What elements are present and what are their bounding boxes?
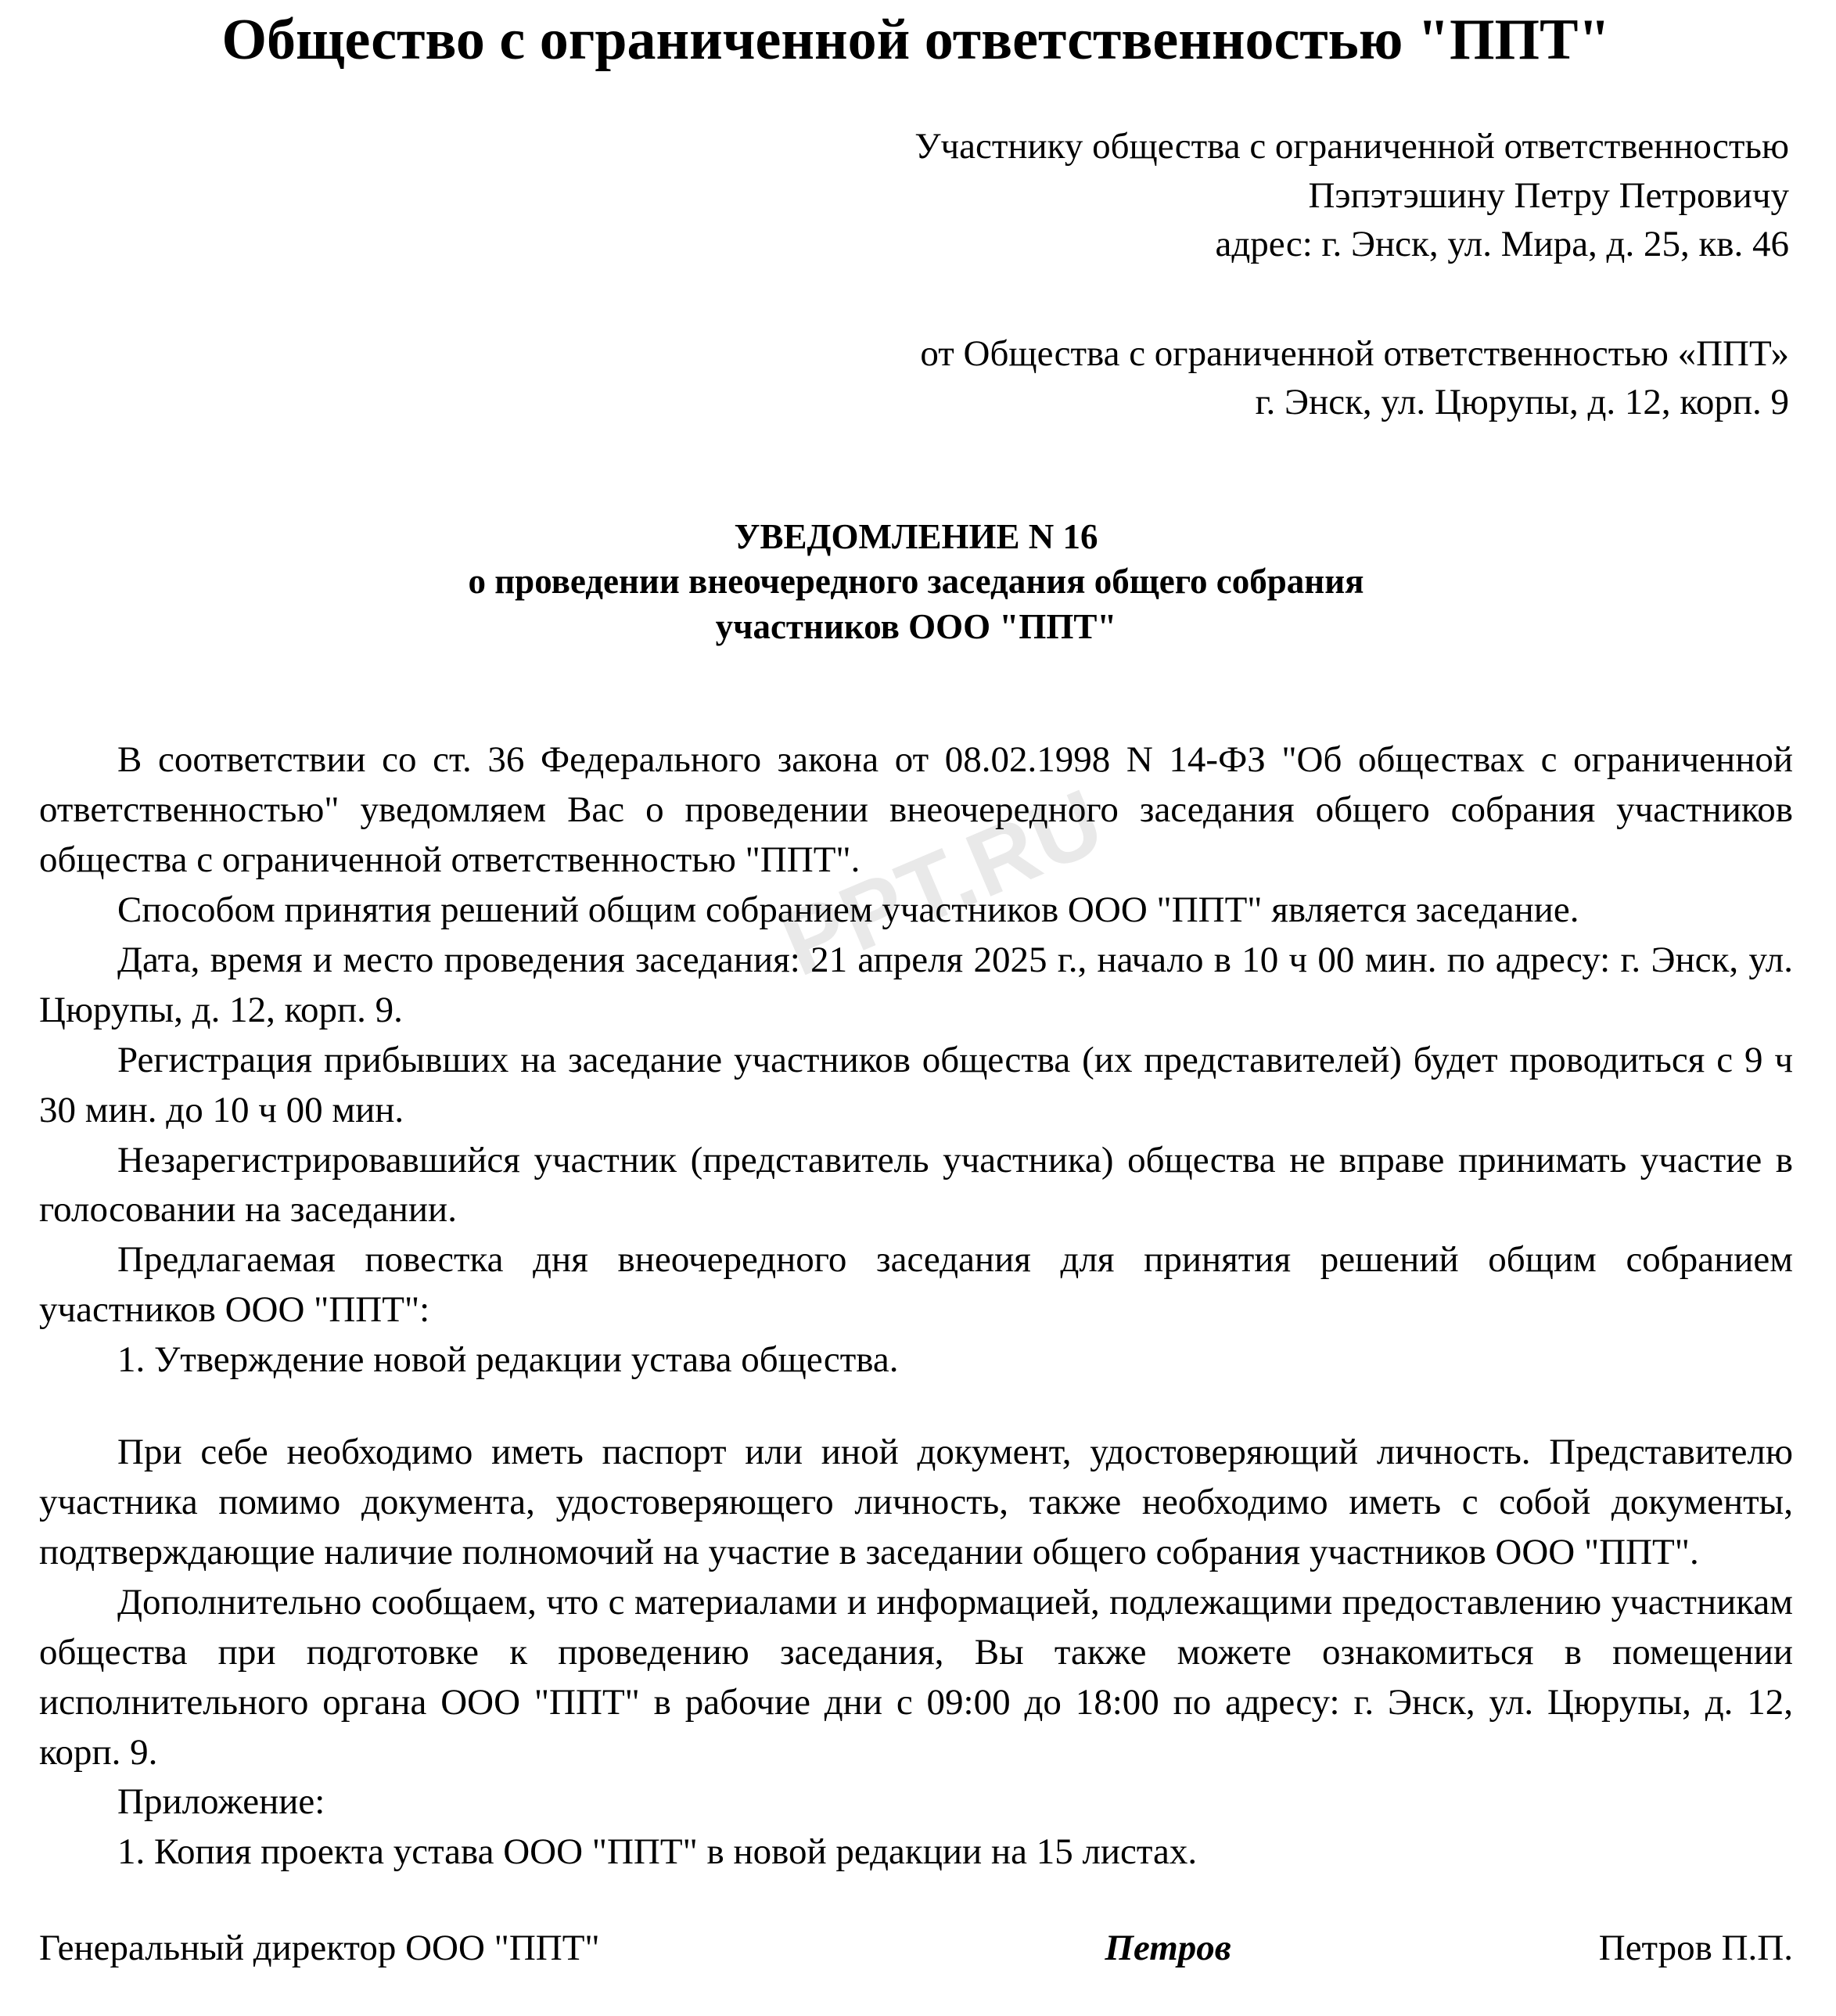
addressee-block (39, 122, 1793, 269)
body-paragraph-2: Способом принятия решений общим собранием участников ООО "ППТ" является заседание. (117, 889, 1579, 930)
body-paragraph-6: Предлагаемая повестка дня внеочередного заседания для принятия решений общим собранием участников ООО "ППТ": (39, 1239, 1793, 1331)
addressee-address-line: адрес: г. Энск, ул. Мира, д. 25, кв. 46 (1215, 224, 1789, 264)
document-body (39, 735, 1793, 1878)
document-heading (39, 515, 1793, 650)
body-paragraph-5: Незарегистрировавшийся участник (представитель участника) общества не вправе принимать участие в голосовании на заседании. (39, 1139, 1793, 1231)
signature-row (39, 1926, 1793, 1970)
addressee-line-2: Пэпэтэшину Петру Петровичу (1308, 174, 1789, 216)
heading-subtitle-line-2: участников ООО "ППТ" (715, 606, 1117, 646)
attachment-label: Приложение: (117, 1781, 325, 1823)
attachment-item-1: 1. Копия проекта устава ООО "ППТ" в новой редакции на 15 листах. (117, 1831, 1198, 1873)
heading-subtitle-line-1: о проведении внеочередного заседания общего собрания (468, 562, 1364, 602)
sender-block (39, 329, 1793, 427)
sender-address-line: г. Энск, ул. Цюрупы, д. 12, корп. 9 (1255, 382, 1789, 422)
body-paragraph-7: При себе необходимо иметь паспорт или иной документ, удостоверяющий личность. Представителю участника помимо документа, удостоверяющего личность, также необходимо иметь с собой документы, подтверждающие наличие полномочий на участие в заседании общего собрания участников ООО "ППТ". (39, 1432, 1793, 1572)
addressee-line-1: Участнику общества с ограниченной ответственностью (914, 126, 1789, 167)
signatory-name: Петров П.П. (1598, 1928, 1793, 1968)
signature-mark: Петров (1105, 1928, 1231, 1968)
body-paragraph-3: Дата, время и место проведения заседания: 21 апреля 2025 г., начало в 10 ч 00 мин. по адресу: г. Энск, ул. Цюрупы, д. 12, корп. 9. (39, 939, 1793, 1030)
heading-notice-number: УВЕДОМЛЕНИЕ N 16 (734, 516, 1098, 556)
sender-line-1: от Общества с ограниченной ответственностью «ППТ» (920, 332, 1789, 374)
company-title: Общество с ограниченной ответственностью "ППТ" (221, 8, 1611, 72)
signatory-role: Генеральный директор ООО "ППТ" (39, 1928, 600, 1968)
body-paragraph-8: Дополнительно сообщаем, что с материалами и информацией, подлежащими предоставлению участникам общества при подготовке к проведению заседания, Вы также можете ознакомиться в помещении исполнительного органа ООО "ППТ" в рабочие дни с 09:00 до 18:00 по адресу: г. Энск, ул. Цюрупы, д. 12, корп. 9. (39, 1581, 1793, 1773)
body-paragraph-1: В соответствии со ст. 36 Федерального закона от 08.02.1998 N 14-ФЗ "Об обществах с ограниченной ответственностью" уведомляем Вас о проведении внеочередного заседания общего собрания участников общества с ограниченной ответственностью "ППТ". (39, 739, 1793, 881)
watermark-ppt-ru: PPT.RU (767, 769, 1119, 997)
agenda-item-1: 1. Утверждение новой редакции устава общества. (117, 1339, 899, 1381)
body-paragraph-4: Регистрация прибывших на заседание участников общества (их представителей) будет проводиться с 9 ч 30 мин. до 10 ч 00 мин. (39, 1039, 1793, 1130)
